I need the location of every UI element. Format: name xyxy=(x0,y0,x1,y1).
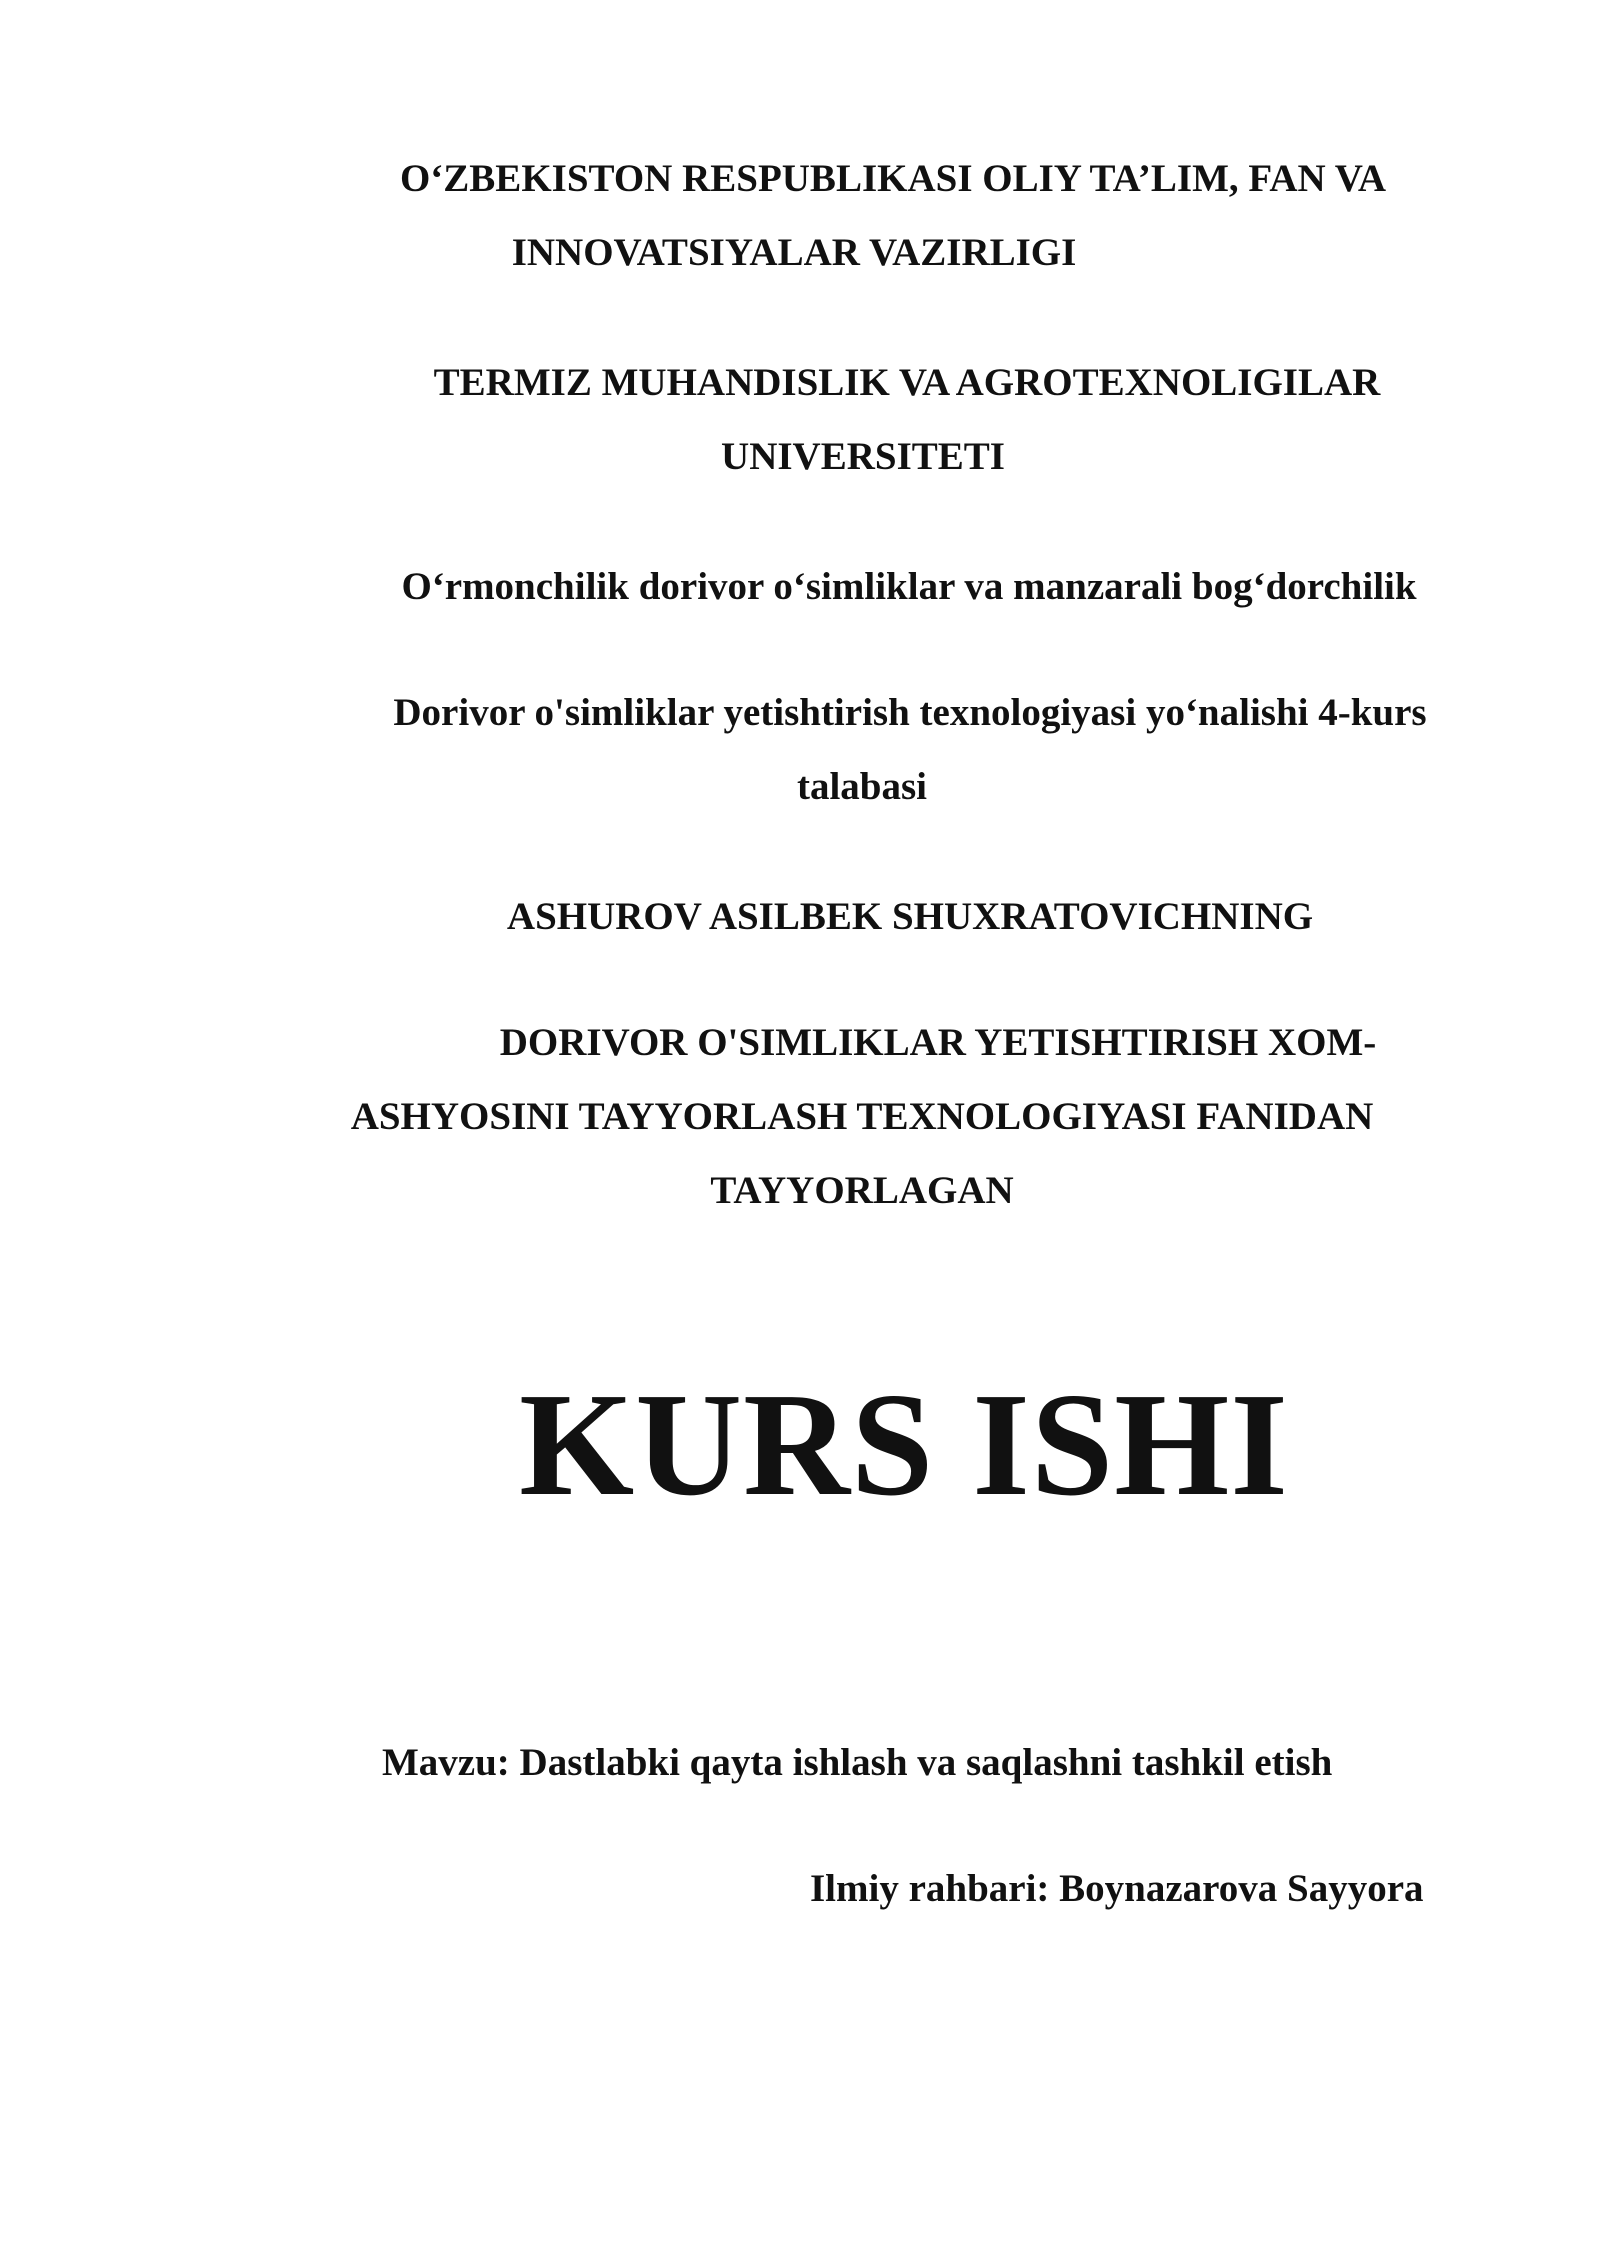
supervisor-line: Ilmiy rahbari: Boynazarova Sayyora xyxy=(810,1867,1424,1910)
subject-line-1: DORIVOR O'SIMLIKLAR YETISHTIRISH XOM- xyxy=(499,1021,1377,1064)
direction-line-2: talabasi xyxy=(796,765,928,808)
topic-line: Mavzu: Dastlabki qayta ishlash va saqlashni tashkil etish xyxy=(382,1741,1333,1784)
ministry-line-1: O‘ZBEKISTON RESPUBLIKASI OLIY TA’LIM, FAN VA xyxy=(399,157,1387,200)
work-title: KURS ISHI xyxy=(519,1363,1289,1527)
student-name-line: ASHUROV ASILBEK SHUXRATOVICHNING xyxy=(506,895,1314,938)
subject-heading xyxy=(0,1006,1600,1228)
ministry-line-2: INNOVATSIYALAR VAZIRLIGI xyxy=(511,231,1077,274)
department-heading xyxy=(0,550,1600,624)
university-line-2: UNIVERSITETI xyxy=(721,435,1005,478)
university-line-1: TERMIZ MUHANDISLIK VA AGROTEXNOLIGILAR xyxy=(433,361,1381,404)
subject-line-2: ASHYOSINI TAYYORLASH TEXNOLOGIYASI FANIDAN xyxy=(350,1095,1374,1138)
direction-heading xyxy=(0,676,1600,824)
student-name xyxy=(0,880,1600,954)
subject-line-3: TAYYORLAGAN xyxy=(710,1169,1014,1212)
university-heading xyxy=(0,346,1600,494)
ministry-heading xyxy=(0,142,1600,290)
direction-line-1: Dorivor o'simliklar yetishtirish texnologiyasi yo‘nalishi 4-kurs xyxy=(393,691,1427,734)
department-line: O‘rmonchilik dorivor o‘simliklar va manzarali bog‘dorchilik xyxy=(401,565,1417,608)
